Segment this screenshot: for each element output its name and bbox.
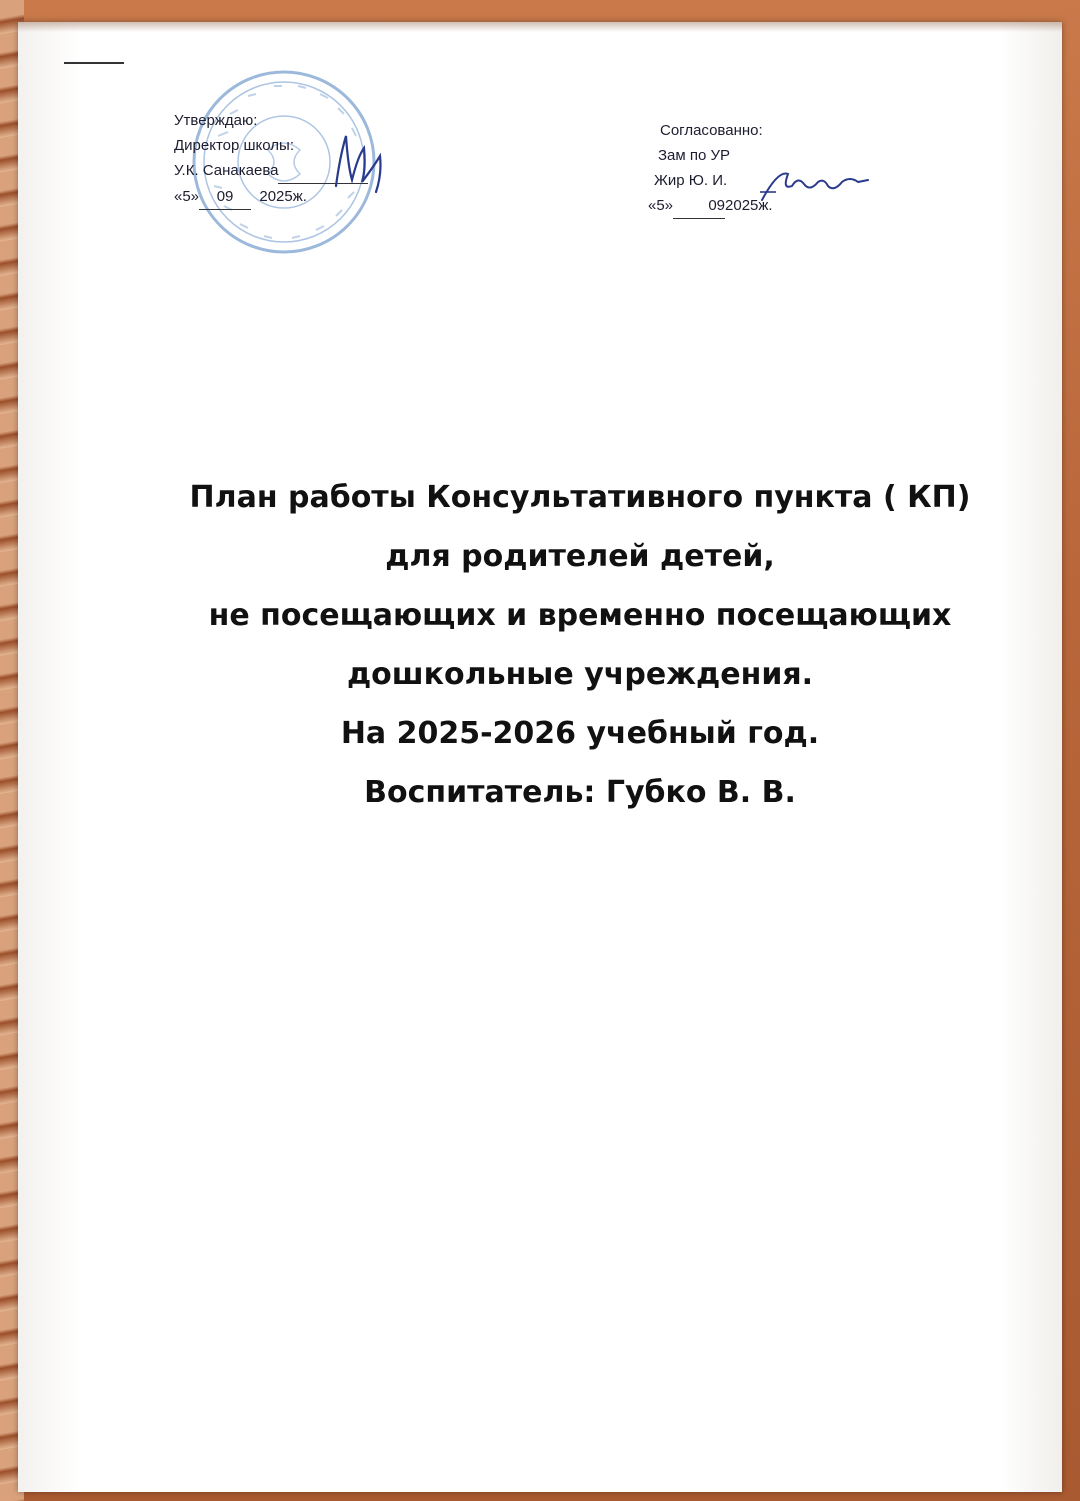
document-title <box>120 468 1040 822</box>
approval-block <box>174 108 434 210</box>
title-line-5: На 2025-2026 учебный год. <box>340 716 820 751</box>
title-line-3: не посещающих и временно посещающих <box>208 598 952 633</box>
approval-date-day: «5» <box>174 188 200 205</box>
agreement-title: Согласованно: <box>660 122 763 139</box>
corner-mark <box>64 62 124 64</box>
title-line-4: дошкольные учреждения. <box>346 657 814 692</box>
approval-position: Директор школы: <box>174 137 294 154</box>
approval-title: Утверждаю: <box>174 112 258 129</box>
agreement-date-year: 2025ж. <box>725 197 773 214</box>
agreement-name: Жир Ю. И. <box>654 172 728 189</box>
title-line-6: Воспитатель: Губко В. В. <box>364 775 796 810</box>
deputy-signature-icon <box>758 166 870 206</box>
approval-date-year: 2025ж. <box>259 188 307 205</box>
title-line-1: План работы Консультативного пункта ( КП) <box>189 480 971 515</box>
page-shadow <box>18 22 1062 32</box>
approval-name: У.К. Санакаева <box>174 162 279 179</box>
agreement-date-month: 09 <box>673 193 725 219</box>
agreement-date-day: «5» <box>648 197 674 214</box>
approval-name-line <box>174 158 434 184</box>
agreement-position: Зам по УР <box>658 147 731 164</box>
director-signature-icon <box>322 126 392 196</box>
approval-date <box>174 184 434 210</box>
title-line-2: для родителей детей, <box>385 539 775 574</box>
approval-date-month: 09 <box>199 184 251 210</box>
